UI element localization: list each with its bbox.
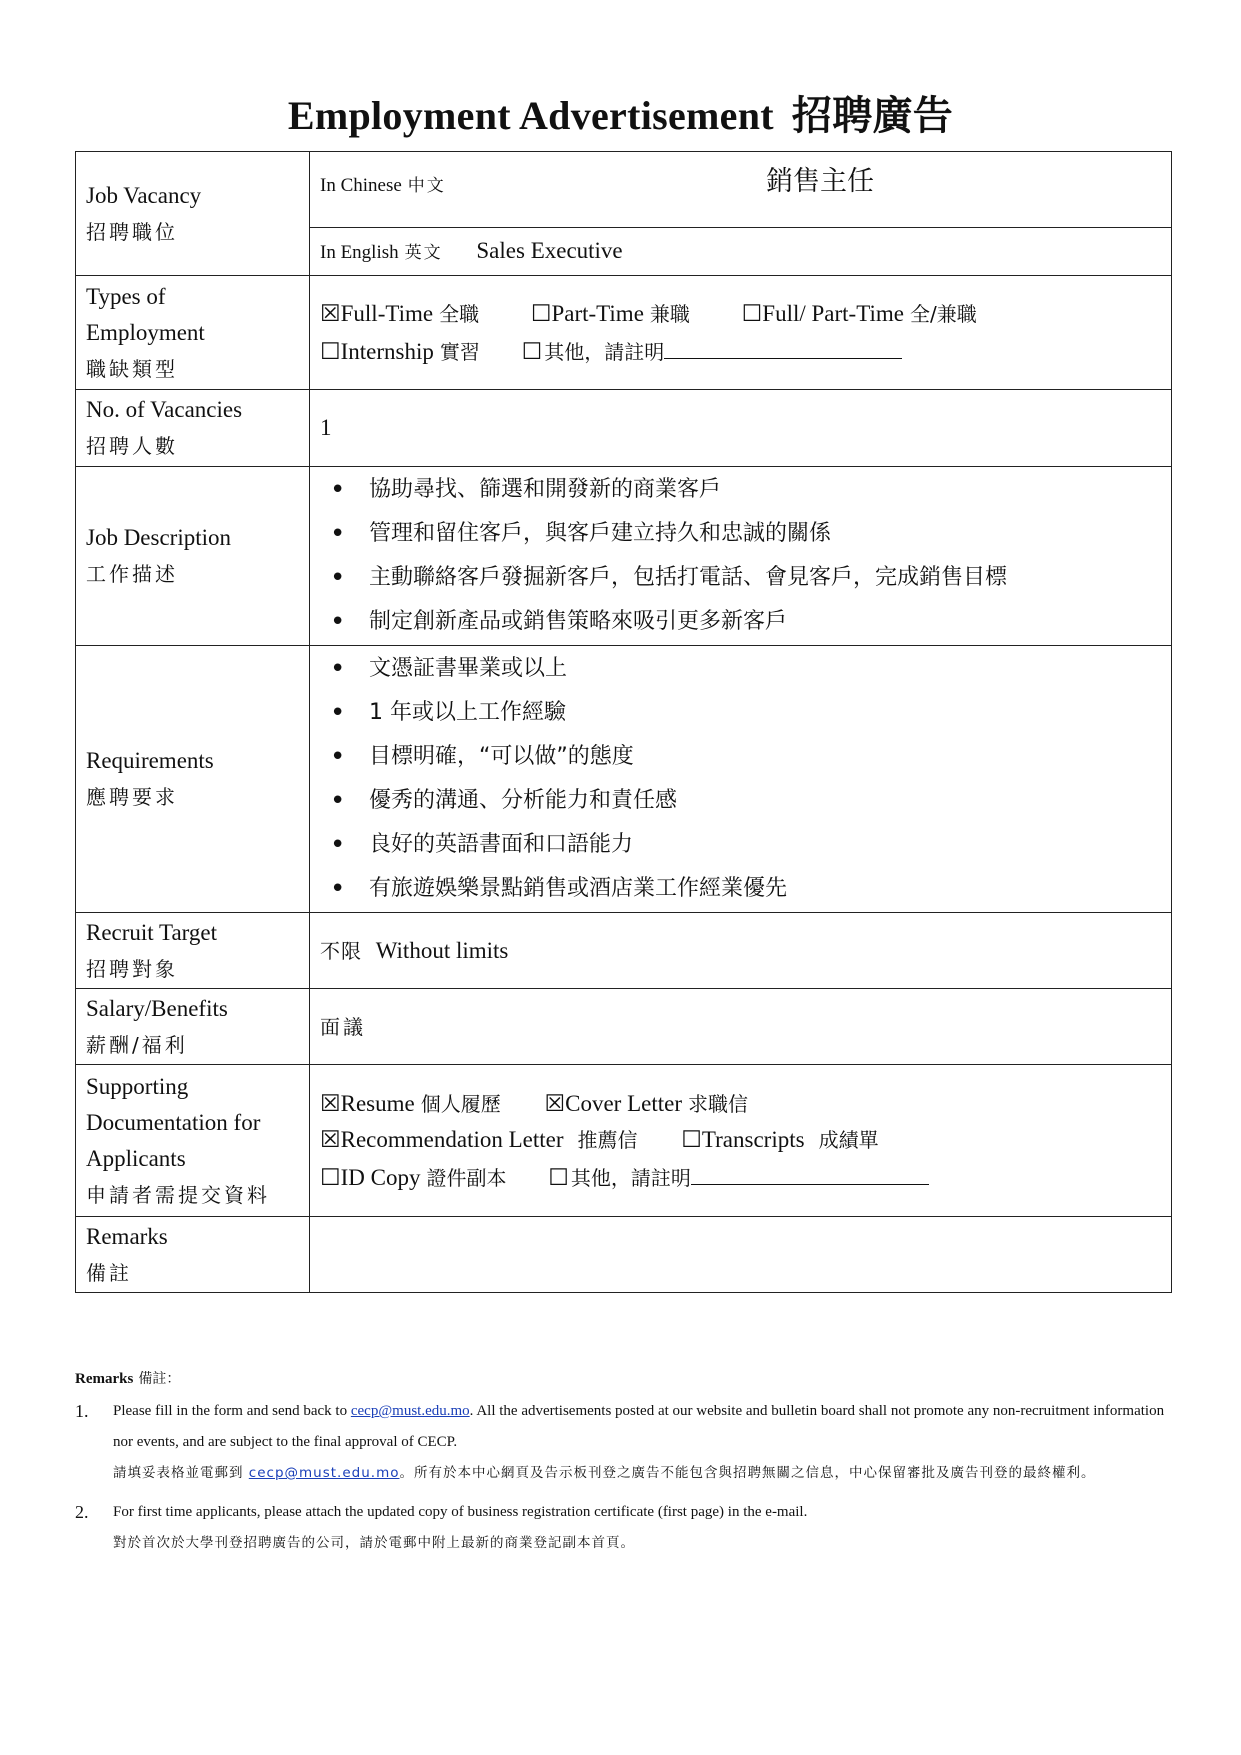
option-recommendation-letter[interactable]: ☒Recommendation Letter 推薦信 — [320, 1126, 638, 1152]
list-item: • 良好的英語書面和口語能力 — [320, 823, 1161, 867]
description-label: Job Description 工作描述 — [76, 467, 310, 646]
footer-remarks — [75, 1368, 1175, 1559]
types-row — [76, 276, 1172, 390]
docs-other-blank-field[interactable] — [691, 1158, 929, 1185]
list-item: • 管理和留住客戶，與客戶建立持久和忠誠的關係 — [320, 512, 1161, 556]
description-cell[interactable] — [310, 467, 1172, 646]
note-1: 1. Please fill in the form and send back to cecp@must.edu.mo. All the advertisements posted at our website and bulletin board shall not promote any non-recruitment information nor events, and are subject to the final approval of CECP. 請填妥表格並電郵到 cecp@must.edu.mo。所有於本中心網頁及告示板刊登之廣告不能包含與招聘無關之信息，中心保留審批及廣告刊登的最終權利。 — [75, 1401, 1165, 1481]
list-item: • 有旅遊娛樂景點銷售或酒店業工作經業優先 — [320, 867, 1161, 911]
option-id-copy[interactable]: ☐ID Copy 證件副本 — [320, 1164, 507, 1190]
target-label: Recruit Target 招聘對象 — [76, 913, 310, 989]
list-item: • 制定創新產品或銷售策略來吸引更多新客戶 — [320, 600, 1161, 644]
requirements-cell[interactable] — [310, 646, 1172, 913]
option-full-part-time[interactable]: ☐Full/ Part-Time 全/兼職 — [741, 300, 977, 326]
option-other[interactable]: ☐ 其他，請註明 — [522, 332, 903, 370]
target-row — [76, 913, 1172, 989]
remarks-heading: Remarks 備註： — [75, 1371, 181, 1387]
list-item: • 協助尋找、篩選和開發新的商業客戶 — [320, 468, 1161, 512]
types-label: Types of Employment 職缺類型 — [76, 276, 310, 390]
vacancies-value[interactable]: 1 — [310, 390, 1172, 467]
email-link[interactable]: cecp@must.edu.mo — [248, 1465, 400, 1481]
option-full-time[interactable]: ☒Full-Time 全職 — [320, 300, 480, 326]
vacancy-chinese-value: 銷售主任 — [766, 166, 874, 197]
list-item: • 主動聯絡客戶發掘新客戶，包括打電話、會見客戶，完成銷售目標 — [320, 556, 1161, 600]
target-value-cell[interactable] — [310, 913, 1172, 989]
target-value-zh: 不限 — [320, 938, 362, 963]
remarks-label: Remarks 備註 — [76, 1217, 310, 1293]
remarks-row — [76, 1217, 1172, 1293]
option-cover-letter[interactable]: ☒Cover Letter 求職信 — [544, 1090, 748, 1116]
option-transcripts[interactable]: ☐Transcripts 成績單 — [681, 1126, 879, 1152]
salary-row — [76, 989, 1172, 1065]
target-value-en: Without limits — [375, 937, 509, 963]
note-2: 2. For first time applicants, please attach the updated copy of business registration certificate (first page) in the e-mail. 對於首次於大學刊登招聘廣告的公司，請於電郵中附上最新的商業登記副本首頁。 — [75, 1502, 808, 1551]
list-item: • 優秀的溝通、分析能力和責任感 — [320, 779, 1161, 823]
page-title — [0, 84, 1241, 141]
vacancy-label: Job Vacancy 招聘職位 — [76, 152, 310, 276]
title-en: Employment Advertisement — [287, 93, 774, 138]
salary-label: Salary/Benefits 薪酬/福利 — [76, 989, 310, 1065]
vacancy-chinese-cell[interactable]: In Chinese 中文 銷售主任 — [310, 152, 1172, 228]
vacancies-row — [76, 390, 1172, 467]
list-item: • 文憑証書畢業或以上 — [320, 647, 1161, 691]
option-resume[interactable]: ☒Resume 個人履歷 — [320, 1090, 501, 1116]
docs-row — [76, 1065, 1172, 1217]
requirements-row — [76, 646, 1172, 913]
requirements-label: Requirements 應聘要求 — [76, 646, 310, 913]
description-list — [320, 468, 1161, 644]
list-item: • 1 年或以上工作經驗 — [320, 691, 1161, 735]
description-row — [76, 467, 1172, 646]
other-blank-field[interactable] — [664, 332, 902, 359]
english-label: In English — [320, 241, 399, 263]
chinese-label: In Chinese — [320, 175, 402, 196]
requirements-list — [320, 647, 1161, 911]
ad-form-table — [75, 151, 1172, 1293]
docs-options — [310, 1065, 1172, 1217]
vacancy-row-chinese — [76, 152, 1172, 228]
remarks-value[interactable] — [310, 1217, 1172, 1293]
vacancy-english-cell[interactable]: In English 英文 Sales Executive — [310, 228, 1172, 276]
option-part-time[interactable]: ☐Part-Time 兼職 — [530, 300, 690, 326]
docs-label: Supporting Documentation for Applicants 申請者需提交資料 — [76, 1065, 310, 1217]
email-link[interactable]: cecp@must.edu.mo — [350, 1403, 470, 1419]
title-zh: 招聘廣告 — [791, 93, 954, 138]
option-docs-other[interactable]: ☐ 其他，請註明 — [548, 1158, 929, 1196]
types-options — [310, 276, 1172, 390]
list-item: • 目標明確，“可以做”的態度 — [320, 735, 1161, 779]
option-internship[interactable]: ☐Internship 實習 — [320, 338, 480, 364]
vacancy-english-value: Sales Executive — [476, 237, 623, 263]
salary-value[interactable]: 面議 — [310, 989, 1172, 1065]
vacancies-label: No. of Vacancies 招聘人數 — [76, 390, 310, 467]
